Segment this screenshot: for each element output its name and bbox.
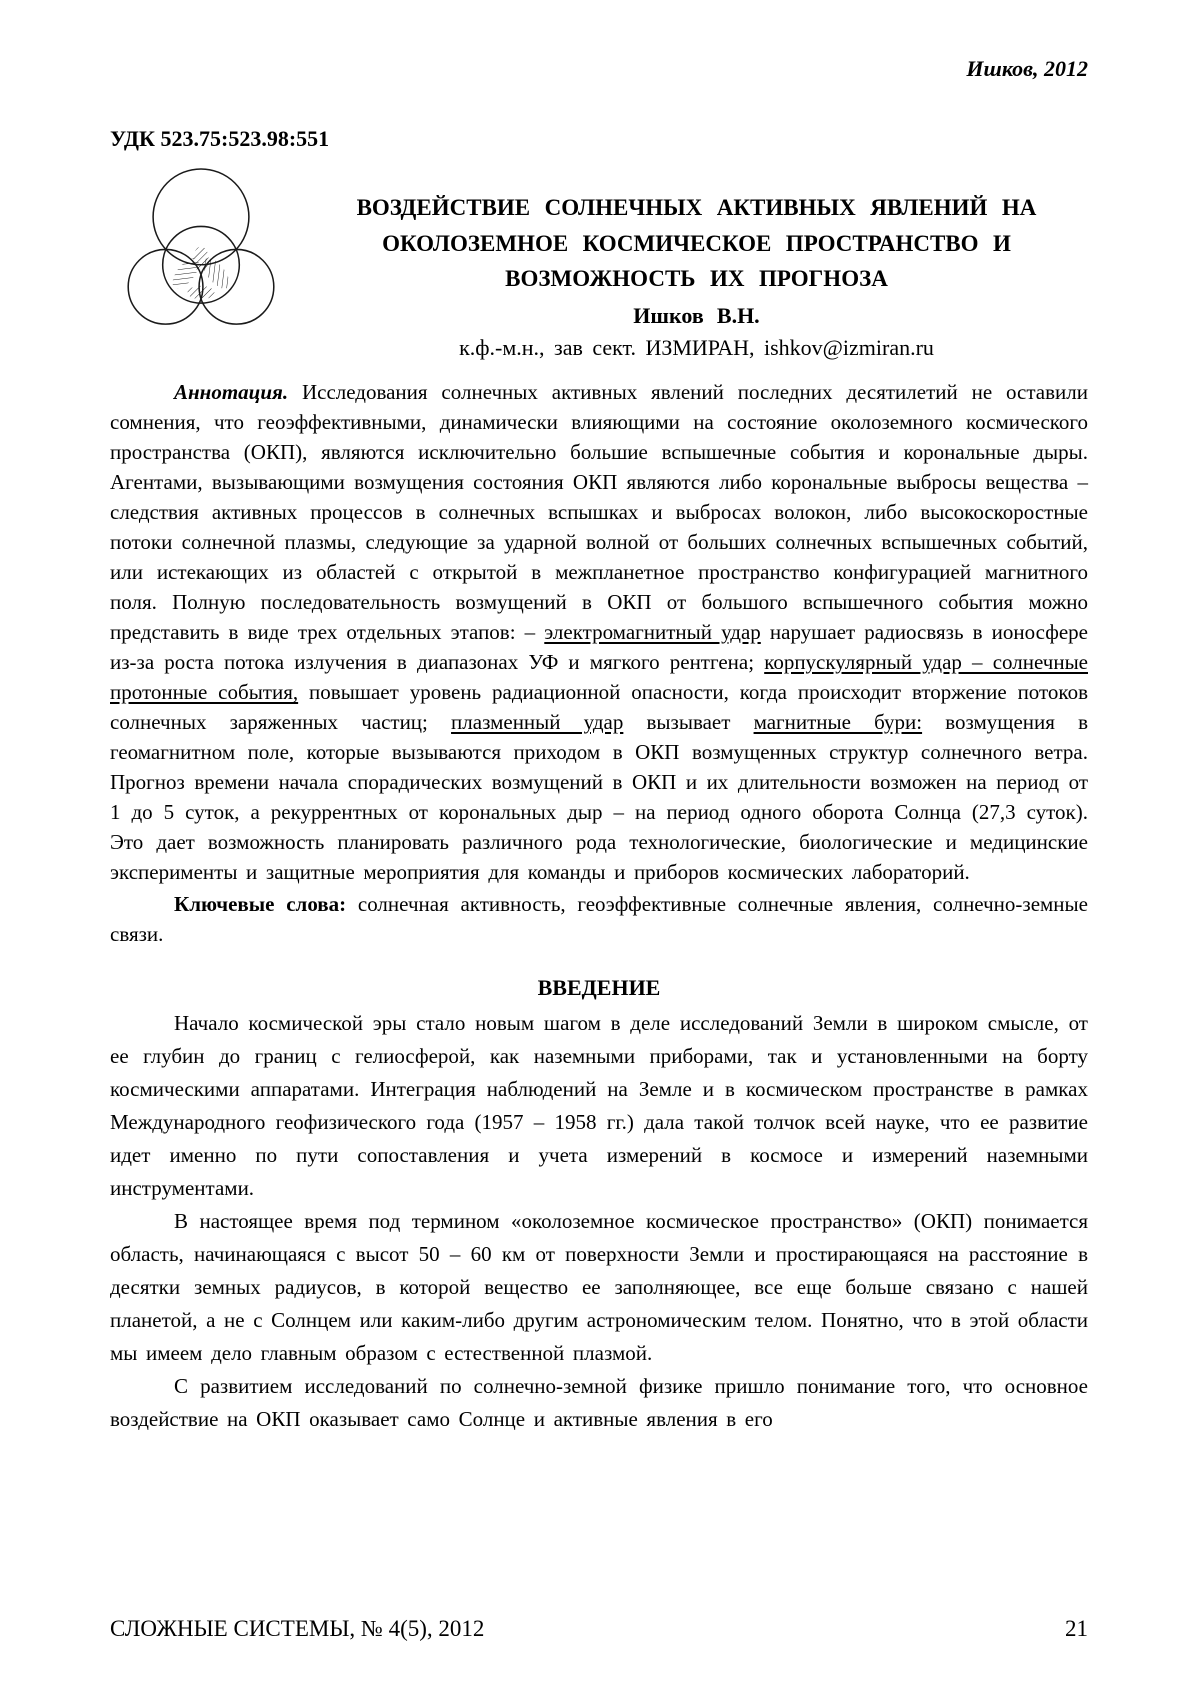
intro-paragraph: С развитием исследований по солнечно-земной физике пришло понимание того, что основное воздействие на ОКП оказывает само Солнце и активные явления в его — [110, 1373, 1088, 1431]
underlined-term-magnetic-storms: магнитные бури: — [753, 709, 923, 734]
abstract-label: Аннотация. — [174, 379, 289, 404]
author-email: ishkov@izmiran.ru — [763, 334, 934, 360]
page-footer — [110, 1616, 1088, 1642]
keywords-label: Ключевые слова: — [174, 891, 347, 916]
overlapping-circles-logo-icon — [110, 166, 292, 353]
title-block — [305, 164, 1088, 361]
intro-paragraph: Начало космической эры стало новым шагом в деле исследований Земли в широком смысле, от ее глубин до границ с гелиосферой, как наземными приборами, так и установленными на борту космическими аппаратами. Интеграция наблюдений на Земле и в космическом пространстве в рамках Международного геофизического года (1957 – 1958 гг.) дала такой толчок всей науке, что ее развитие идет именно по пути сопоставления и учета измерений в космосе и измерений наземными инструментами. — [110, 1010, 1088, 1200]
paper-title-line: ВОЗДЕЙСТВИЕ СОЛНЕЧНЫХ АКТИВНЫХ ЯВЛЕНИЙ НА — [356, 195, 1037, 220]
abstract-text-segment: нарушает радиосвязь в ионосфере из-за роста потока излучения в диапазонах УФ и мягкого рентгена; — [110, 619, 1088, 674]
abstract-text-segment: возмущения в геомагнитном поле, которые вызываются приходом в ОКП возмущенных структур солнечного ветра. Прогноз времени начала спорадических возмущений в ОКП и их длительности возможен на период от 1 до 5 суток, а рекуррентных от корональных дыр – на период одного оборота Солнца (27,3 суток). Это дает возможность планировать различного рода технологические, биологические и медицинские эксперименты и защитные мероприятия для команды и приборов космических лабораторий. — [110, 709, 1088, 884]
author-affiliation — [305, 335, 1088, 361]
footer-page-number: 21 — [1065, 1616, 1088, 1641]
title-row — [110, 164, 1088, 361]
intro-paragraph: В настоящее время под термином «околоземное космическое пространство» (ОКП) понимается область, начинающаяся с высот 50 – 60 км от поверхности Земли и простирающаяся на расстояние в десятки земных радиусов, в которой вещество ее заполняющее, все еще больше связано с нашей планетой, а не с Солнцем или каким-либо другим астрономическим телом. Понятно, что в этой области мы имеем дело главным образом с естественной плазмой. — [110, 1208, 1088, 1365]
footer-journal-title: СЛОЖНЫЕ СИСТЕМЫ, № 4(5), 2012 — [110, 1616, 485, 1641]
underlined-term-corpuscular-shock: корпускулярный удар – солнечные протонные события, — [110, 649, 1088, 704]
journal-logo — [110, 164, 305, 358]
running-head: Ишков, 2012 — [966, 56, 1088, 81]
paper-title-line: ОКОЛОЗЕМНОЕ КОСМИЧЕСКОЕ ПРОСТРАНСТВО И — [382, 230, 1011, 256]
abstract-text-segment: повышает уровень радиационной опасности, когда происходит вторжение потоков солнечных заряженных частиц; — [110, 679, 1088, 734]
author-name: Ишков В.Н. — [633, 302, 760, 328]
udc-number: УДК 523.75:523.98:551 — [110, 126, 330, 151]
underlined-term-plasma-shock: плазменный удар — [451, 709, 624, 734]
abstract-text-segment: Исследования солнечных активных явлений последних десятилетий не оставили сомнения, что геоэффективными, динамически влияющими на состояние околоземного космического пространства (ОКП), являются исключительно большие вспышечные события и корональные дыры. Агентами, вызывающими возмущения состояния ОКП являются либо корональные выбросы вещества – следствия активных процессов в солнечных вспышках и выбросах волокон, либо высокоскоростные потоки солнечной плазмы, следующие за ударной волной от больших солнечных вспышечных событий, или истекающих из областей с открытой в межпланетное пространство конфигурацией магнитного поля. Полную последовательность возмущений в ОКП от большого вспышечного события можно представить в виде трех отдельных этапов: – — [110, 379, 1088, 644]
paper-title-line: ВОЗМОЖНОСТЬ ИХ ПРОГНОЗА — [505, 266, 888, 292]
affiliation-text: к.ф.-м.н., зав сект. ИЗМИРАН, — [459, 334, 764, 360]
keywords-paragraph — [110, 889, 1088, 949]
keywords-text: солнечная активность, геоэффективные солнечные явления, солнечно-земные связи. — [110, 891, 1088, 946]
underlined-term-electromagnetic-shock: электромагнитный удар — [544, 619, 761, 644]
section-heading-introduction: ВВЕДЕНИЕ — [537, 974, 661, 1000]
abstract-text-segment: вызывает — [623, 709, 754, 734]
abstract-paragraph — [110, 377, 1088, 887]
